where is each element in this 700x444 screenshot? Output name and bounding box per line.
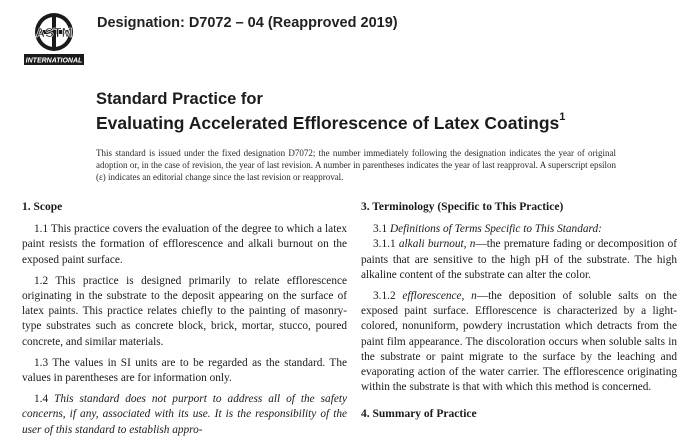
- left-column: [22, 200, 347, 444]
- para-3-1-text: Definitions of Terms Specific to This Standard:: [389, 223, 602, 236]
- para-3-1-1-text: —the premature fading or decomposition of paints that are sensitive to the high pH of the substrate. The high alkaline content of the substrate can alter the color.: [361, 238, 677, 281]
- document-title: [96, 90, 565, 134]
- scope-heading: 1. Scope: [22, 201, 63, 213]
- para-1-2: 1.2 This practice is designed primarily to relate efflorescence originating in the substrate to the deposit appearing on the surface of latex paints. This practice relates chiefly to the painting of masonry-type substrates such as concrete block, brick, mortar, stucco, poured concrete, and similar materials.: [22, 274, 347, 348]
- para-3-1-number: 3.1: [373, 223, 388, 236]
- terminology-heading: 3. Terminology (Specific to This Practice): [361, 201, 564, 213]
- designation: Designation: D7072 – 04 (Reapproved 2019): [97, 15, 398, 31]
- title-line-1: Standard Practice for: [96, 90, 263, 108]
- para-1-4-number: 1.4: [34, 393, 49, 406]
- para-3-1-2-number: 3.1.2: [373, 290, 396, 303]
- para-3-1: [361, 222, 677, 237]
- term-efflorescence: efflorescence, n: [402, 290, 477, 303]
- para-3-1-2: [361, 289, 677, 395]
- logo-subtext: INTERNATIONAL: [25, 57, 83, 65]
- issuance-notice: This standard is issued under the fixed designation D7072; the number immediately following the designation indicates the year of original adoption or, in the case of revision, the year of last revision. A number in parentheses indicates the year of last reapproval. A superscript epsilon (ε) indicates an editorial change since the last revision or reapproval.: [96, 148, 616, 182]
- logo-text: ASTM: [35, 25, 73, 40]
- astm-logo: [22, 10, 86, 68]
- para-1-3: 1.3 The values in SI units are to be regarded as the standard. The values in parentheses are for information only.: [22, 356, 347, 385]
- para-1-4-text: This standard does not purport to address all of the safety concerns, if any, associated with its use. It is the responsibility of the user of this standard to establish appro-: [22, 393, 347, 436]
- term-alkali-burnout: alkali burnout, n: [398, 238, 476, 251]
- title-line-2: [96, 109, 565, 134]
- summary-heading: 4. Summary of Practice: [361, 408, 477, 421]
- right-column: [361, 200, 677, 430]
- title-footnote-mark: 1: [559, 111, 566, 123]
- para-3-1-2-text: —the deposition of soluble salts on the exposed paint surface. Efflorescence is characterized by a light-colored, nonuniform, powdery incrustation which detracts from the paint film appearance. The discoloration occurs when soluble salts in the substrate or paint migrate to the surface by the leaching and evaporating action of the water carrier. The efflorescence originating within the substrate is that with which this method is concerned.: [361, 290, 678, 394]
- para-1-4: [22, 392, 347, 438]
- title-main: Evaluating Accelerated Efflorescence of Latex Coatings: [96, 112, 560, 133]
- para-3-1-1-number: 3.1.1: [373, 238, 396, 251]
- para-3-1-1: [361, 237, 677, 283]
- para-1-1: 1.1 This practice covers the evaluation of the degree to which a latex paint resists the formation of efflorescence and alkali burnout on the exposed paint surface.: [22, 223, 347, 266]
